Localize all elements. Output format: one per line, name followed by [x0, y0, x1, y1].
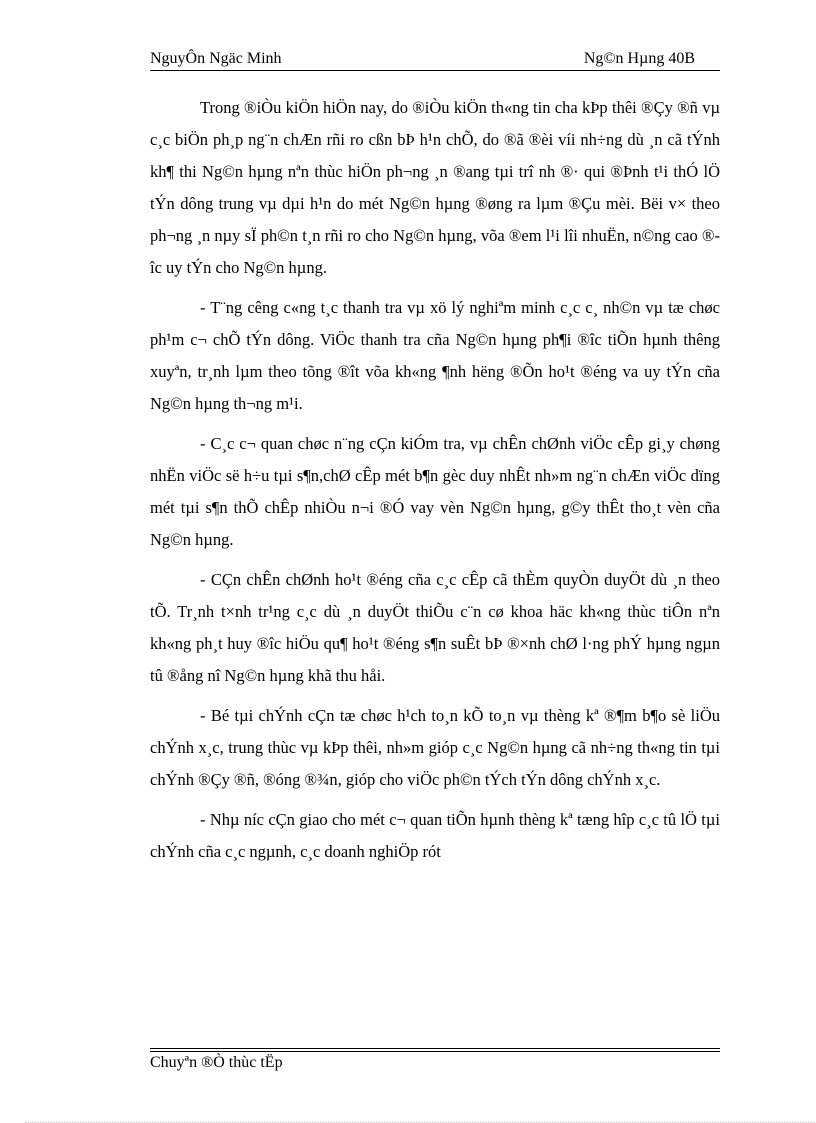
header-class: Ng©n Hµng 40B [583, 50, 695, 67]
header-rule [150, 70, 720, 71]
paragraph-2: - T¨ng cêng c«ng t¸c thanh tra vµ xö lý nghiªm minh c¸c c¸ nh©n vµ tæ chøc ph¹m c¬ chÕ tÝn dông. ViÖc thanh tra cña Ng©n hµng ph¶i ®îc tiÕn hµnh thêng xuyªn, tr¸nh lµm theo tõng ®ît võa kh«ng ¶nh hëng ®Õn ho¹t ®éng va uy tÝn cña Ng©n hµng th¬ng m¹i. [150, 298, 720, 413]
footer-rule-double [150, 1051, 720, 1052]
page-header [150, 50, 720, 70]
footer-rule [150, 1048, 720, 1049]
page-footer: Chuyªn ®Ò thùc tËp [150, 1054, 283, 1071]
body-text [150, 92, 720, 876]
paragraph-6: - Nhµ níc cÇn giao cho mét c¬ quan tiÕn hµnh thèng kª tæng hîp c¸c tû lÖ tµi chÝnh cña c¸c ngµnh, c¸c doanh nghiÖp rót [150, 810, 720, 861]
header-author: NguyÔn Ngäc Minh [150, 50, 282, 67]
paragraph-4: - CÇn chÊn chØnh ho¹t ®éng cña c¸c cÊp cã thÈm quyÒn duyÖt dù ¸n theo tÕ. Tr¸nh t×nh tr¹ng c¸c dù ¸n duyÖt thiÕu c¨n cø khoa häc kh«ng thùc tiÔn nªn kh«ng ph¸t huy ®îc hiÖu qu¶ ho¹t ®éng s¶n suÊt bÞ ®×nh chØ l·ng phÝ hµng ngµn tû ®ång nî Ng©n hµng khã thu håi. [150, 570, 720, 685]
paragraph-5: - Bé tµi chÝnh cÇn tæ chøc h¹ch to¸n kÕ to¸n vµ thèng kª ®¶m b¶o sè liÖu chÝnh x¸c, trung thùc vµ kÞp thêi, nh»m gióp c¸c Ng©n hµng cã nh÷ng th«ng tin tµi chÝnh ®Çy ®ñ, ®óng ®¾n, gióp cho viÖc ph©n tÝch tÝn dông chÝnh x¸c. [150, 706, 720, 789]
paragraph-1: Trong ®iÒu kiÖn hiÖn nay, do ®iÒu kiÖn th«ng tin cha kÞp thêi ®Çy ®ñ vµ c¸c biÖn ph¸p ng¨n chÆn rñi ro cßn bÞ h¹n chÕ, do ®ã ®èi víi nh÷ng dù ¸n cã tÝnh kh¶ thi Ng©n hµng nªn thùc hiÖn ph¬ng ¸n ®ang tµi trî nh ®· qui ®Þnh t¹i thÓ lÖ tÝn dông trung vµ dµi h¹n do mét Ng©n hµng ®øng ra lµm ®Çu mèi. Bëi v× theo ph¬ng ¸n nµy sÏ ph©n t¸n rñi ro cho Ng©n hµng, võa ®em l¹i lîi nhuËn, n©ng cao ®îc uy tÝn cho Ng©n hµng. [150, 98, 720, 277]
paragraph-3: - C¸c c¬ quan chøc n¨ng cÇn kiÓm tra, vµ chÊn chØnh viÖc cÊp gi¸y chøng nhËn viÖc së h÷u tµi s¶n,chØ cÊp mét b¶n gèc duy nhÊt nh»m ng¨n chÆn viÖc dïng mét tµi s¶n thÕ chÊp nhiÒu n¬i ®Ó vay vèn Ng©n hµng, g©y thÊt tho¸t vèn cña Ng©n hµng. [150, 434, 720, 549]
